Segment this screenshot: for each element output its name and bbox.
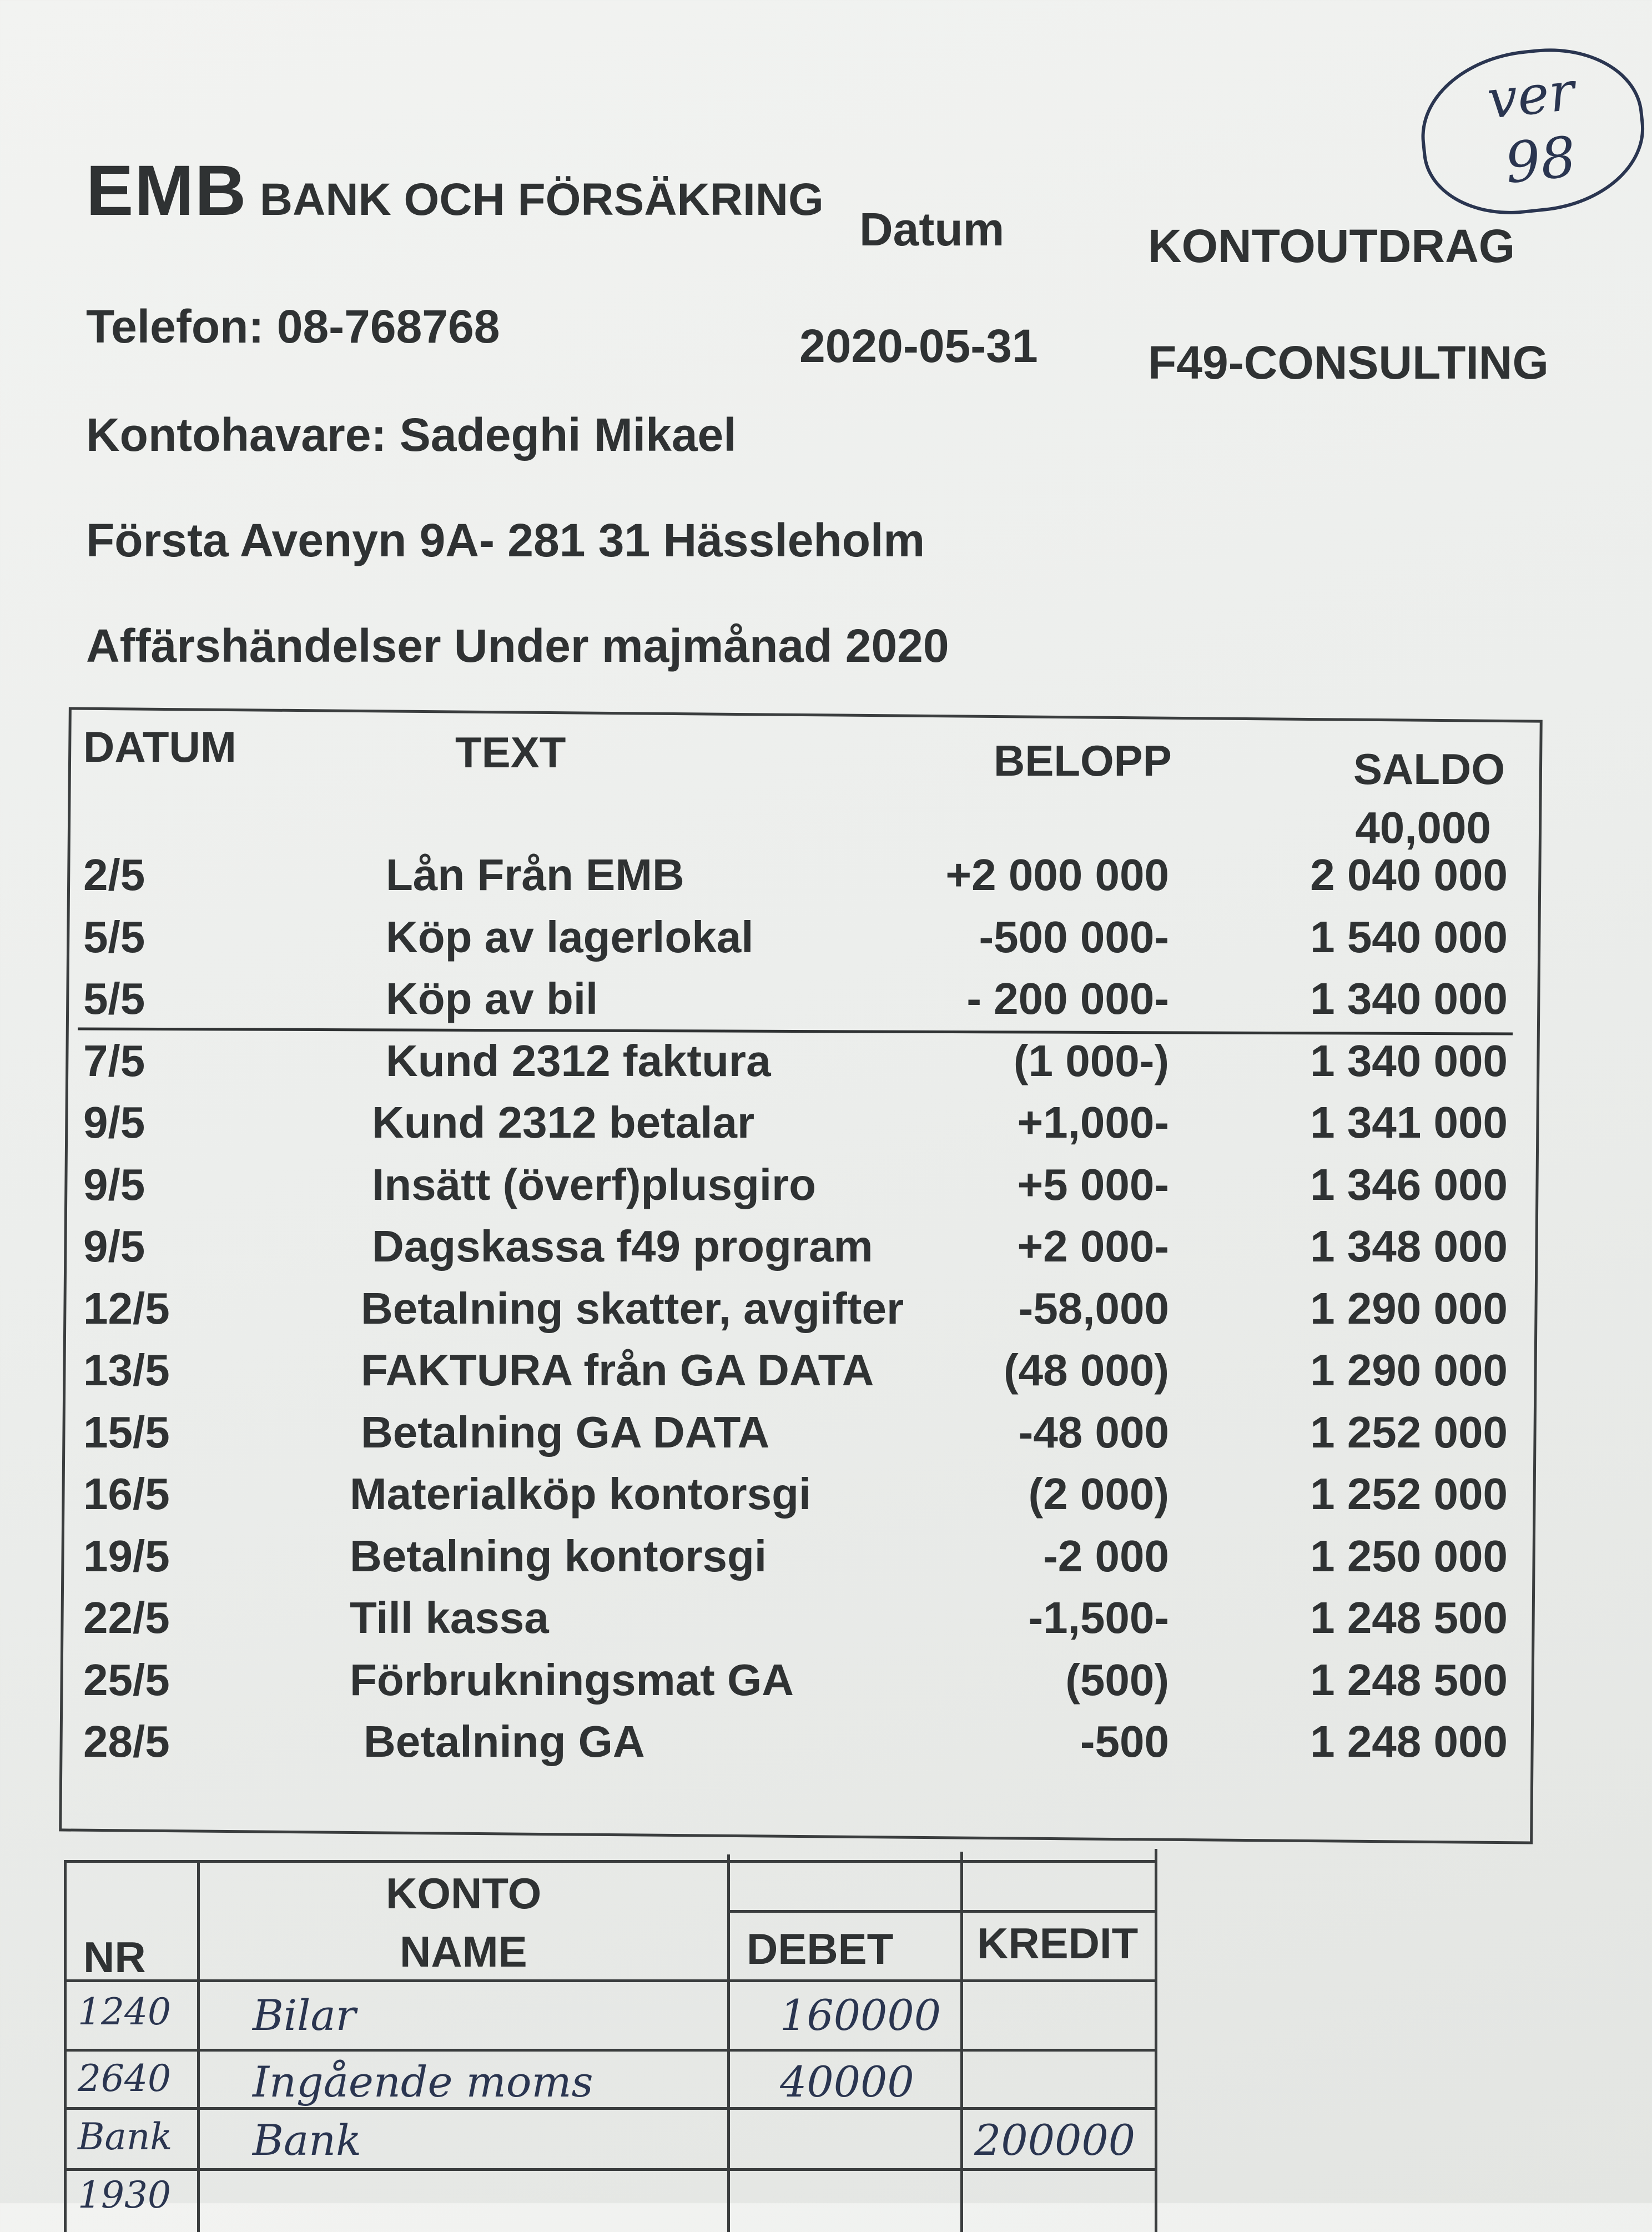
transaction-date: 12/5	[83, 1283, 170, 1333]
transaction-date: 5/5	[83, 974, 145, 1023]
phone-number: Telefon: 08-768768	[86, 300, 500, 353]
konto-line	[64, 1979, 1157, 1982]
transaction-text: Till kassa	[350, 1593, 549, 1642]
transaction-amount: (1 000-)	[1013, 1035, 1169, 1085]
holder-address: Första Avenyn 9A- 281 31 Hässleholm	[86, 514, 925, 566]
transaction-balance: 1 540 000	[1310, 912, 1508, 962]
transaction-date: 22/5	[83, 1593, 170, 1642]
konto-line	[727, 1910, 1157, 1913]
col-header-datum: DATUM	[83, 722, 236, 771]
konto-line	[960, 1852, 963, 2232]
transaction-row	[0, 1159, 1652, 1220]
konto-line	[64, 2107, 1157, 2110]
transaction-text: Dagskassa f49 program	[372, 1221, 873, 1271]
transaction-text: Betalning skatter, avgifter	[361, 1283, 904, 1333]
konto-name: Bank	[253, 2115, 362, 2165]
transaction-amount: -500	[1080, 1717, 1169, 1766]
transaction-date: 25/5	[83, 1655, 170, 1705]
konto-col-debet: DEBET	[747, 1924, 894, 1973]
konto-line	[197, 1860, 200, 2232]
transaction-date: 2/5	[83, 850, 145, 899]
logo-text: EMB	[86, 151, 248, 230]
konto-nr: 1930	[78, 2174, 171, 2216]
transaction-row	[0, 1097, 1652, 1158]
statement-date: 2020-05-31	[799, 320, 1038, 372]
transaction-row	[0, 1469, 1652, 1530]
transaction-amount: (48 000)	[1004, 1345, 1169, 1395]
transaction-text: Kund 2312 faktura	[386, 1035, 771, 1085]
document-type: KONTOUTDRAG	[1148, 220, 1515, 272]
konto-line	[64, 1860, 67, 2232]
transaction-balance: 1 341 000	[1310, 1098, 1508, 1147]
konto-col-name: NAME	[400, 1927, 527, 1976]
transaction-row	[0, 1592, 1652, 1653]
stamp-line-1: ver	[1484, 60, 1578, 131]
transaction-date: 9/5	[83, 1098, 145, 1147]
transaction-amount: - 200 000-	[966, 974, 1169, 1023]
konto-debet: 160000	[780, 1990, 941, 2040]
account-holder: Kontohavare: Sadeghi Mikael	[86, 409, 737, 461]
date-label: Datum	[859, 203, 1005, 255]
transaction-row	[0, 912, 1652, 973]
transaction-row	[0, 1221, 1652, 1282]
transaction-row	[0, 1716, 1652, 1777]
transaction-date: 15/5	[83, 1407, 170, 1457]
transaction-balance: 1 290 000	[1310, 1345, 1508, 1395]
transaction-text: Köp av lagerlokal	[386, 912, 754, 962]
transaction-date: 16/5	[83, 1469, 170, 1519]
stamp-line-2: 98	[1502, 124, 1579, 197]
company-name: F49-CONSULTING	[1148, 336, 1549, 389]
transaction-balance: 1 252 000	[1310, 1407, 1508, 1457]
transaction-row	[0, 973, 1652, 1034]
transaction-text: Förbrukningsmat GA	[350, 1655, 794, 1705]
transaction-row	[0, 1655, 1652, 1716]
transaction-balance: 1 248 500	[1310, 1655, 1508, 1705]
transaction-date: 13/5	[83, 1345, 170, 1395]
konto-nr: 1240	[78, 1990, 171, 2033]
konto-line	[64, 2168, 1157, 2171]
konto-nr: 2640	[78, 2057, 171, 2100]
konto-nr: Bank	[78, 2115, 173, 2158]
transaction-text: Betalning GA DATA	[361, 1407, 770, 1457]
transaction-text: Betalning kontorsgi	[350, 1531, 767, 1581]
statement-period: Affärshändelser Under majmånad 2020	[86, 620, 949, 672]
transaction-amount: -1,500-	[1028, 1593, 1169, 1642]
transaction-balance: 1 340 000	[1310, 974, 1508, 1023]
col-header-saldo: SALDO	[1353, 745, 1505, 793]
transaction-amount: -48 000	[1018, 1407, 1169, 1457]
transaction-date: 5/5	[83, 912, 145, 962]
transaction-text: Lån Från EMB	[386, 850, 684, 899]
transaction-text: FAKTURA från GA DATA	[361, 1345, 874, 1395]
konto-table	[64, 1843, 1157, 2232]
konto-group-header: KONTO	[386, 1869, 542, 1918]
transaction-amount: +2 000 000	[945, 850, 1169, 899]
transaction-balance: 1 248 500	[1310, 1593, 1508, 1642]
konto-name: Bilar	[253, 1990, 356, 2040]
transaction-text: Insätt (överf)plusgiro	[372, 1159, 817, 1209]
transaction-balance: 1 348 000	[1310, 1221, 1508, 1271]
transaction-amount: +1,000-	[1017, 1098, 1169, 1147]
konto-line	[64, 1860, 1157, 1863]
transaction-row	[0, 1283, 1652, 1344]
transaction-balance: 1 252 000	[1310, 1469, 1508, 1519]
transaction-date: 7/5	[83, 1035, 145, 1085]
transaction-date: 9/5	[83, 1159, 145, 1209]
transaction-row	[0, 849, 1652, 911]
transaction-amount: -58,000	[1018, 1283, 1169, 1333]
transaction-text: Köp av bil	[386, 974, 598, 1023]
konto-line	[1155, 1849, 1157, 2232]
transaction-amount: (2 000)	[1028, 1469, 1169, 1519]
transaction-balance: 1 340 000	[1310, 1035, 1508, 1085]
konto-name: Ingående moms	[253, 2057, 593, 2107]
transaction-row	[0, 1345, 1652, 1406]
konto-col-kredit: KREDIT	[977, 1919, 1139, 1968]
konto-col-nr: NR	[83, 1933, 146, 1982]
transaction-row	[0, 1407, 1652, 1468]
bank-logo	[86, 150, 824, 232]
transaction-date: 9/5	[83, 1221, 145, 1271]
col-header-belopp: BELOPP	[994, 736, 1172, 785]
verification-stamp	[1413, 39, 1652, 223]
transaction-row	[0, 1035, 1652, 1097]
col-header-text: TEXT	[455, 728, 566, 777]
konto-kredit: 200000	[974, 2115, 1136, 2165]
transaction-amount: -500 000-	[979, 912, 1169, 962]
transaction-balance: 1 290 000	[1310, 1283, 1508, 1333]
transaction-amount: (500)	[1065, 1655, 1169, 1705]
transaction-amount: +2 000-	[1017, 1221, 1169, 1271]
transaction-balance: 1 346 000	[1310, 1159, 1508, 1209]
transaction-row	[0, 1531, 1652, 1592]
transaction-balance: 2 040 000	[1310, 850, 1508, 899]
konto-line	[64, 2049, 1157, 2052]
transaction-balance: 1 250 000	[1310, 1531, 1508, 1581]
transaction-amount: -2 000	[1043, 1531, 1169, 1581]
konto-debet: 40000	[780, 2057, 914, 2107]
transaction-text: Betalning GA	[364, 1717, 645, 1766]
transaction-text: Materialköp kontorsgi	[350, 1469, 812, 1519]
transaction-amount: +5 000-	[1017, 1159, 1169, 1209]
transaction-date: 28/5	[83, 1717, 170, 1766]
transaction-balance: 1 248 000	[1310, 1717, 1508, 1766]
transaction-text: Kund 2312 betalar	[372, 1098, 755, 1147]
transaction-date: 19/5	[83, 1531, 170, 1581]
opening-balance: 40,000	[1355, 803, 1491, 852]
bank-name: BANK OCH FÖRSÄKRING	[259, 174, 824, 225]
